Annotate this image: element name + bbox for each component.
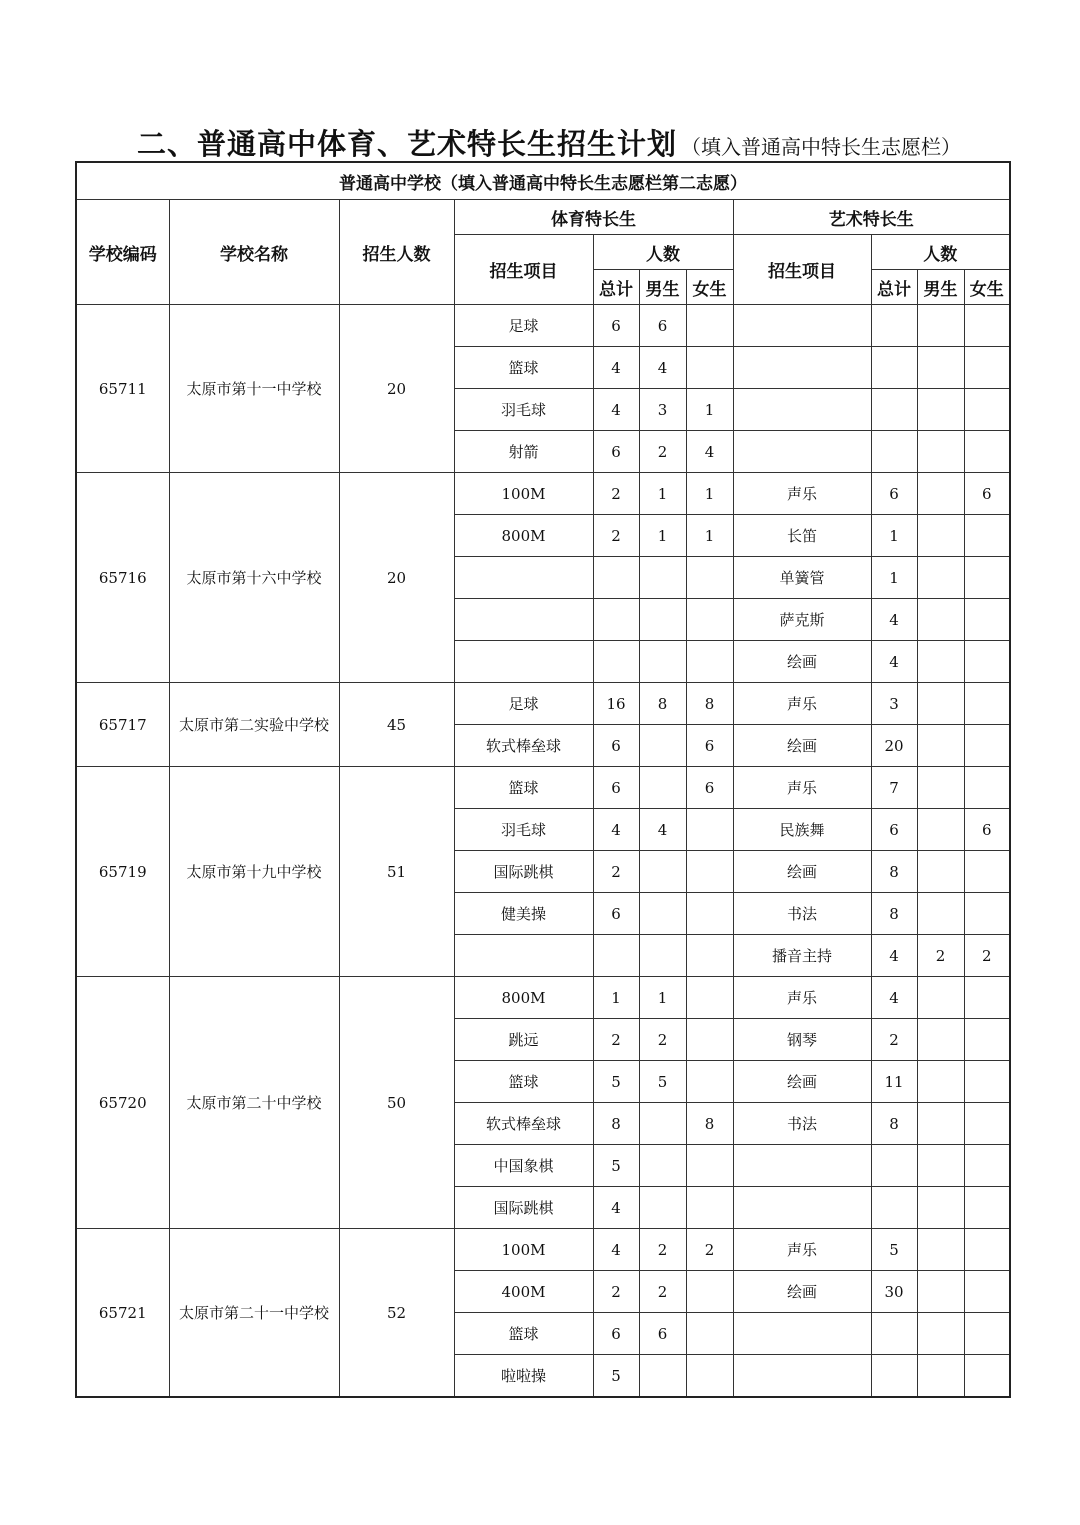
art-female	[964, 305, 1010, 347]
art-male	[917, 1229, 964, 1271]
sport-male: 6	[639, 1313, 686, 1355]
art-project	[733, 1355, 871, 1398]
art-female	[964, 767, 1010, 809]
sport-male: 6	[639, 305, 686, 347]
art-male	[917, 347, 964, 389]
school-code: 65720	[76, 977, 169, 1229]
title-main: 二、普通高中体育、艺术特长生招生计划	[137, 127, 678, 161]
sport-project	[454, 641, 593, 683]
art-total: 6	[871, 473, 917, 515]
header-arts-people: 人数	[871, 235, 1010, 270]
sport-female	[686, 599, 733, 641]
art-project: 绘画	[733, 641, 871, 683]
sport-project: 800M	[454, 977, 593, 1019]
art-project: 萨克斯	[733, 599, 871, 641]
page-title	[137, 122, 961, 163]
art-project	[733, 1145, 871, 1187]
sport-total: 4	[593, 1187, 639, 1229]
school-code: 65719	[76, 767, 169, 977]
school-count: 20	[339, 473, 454, 683]
header-school-name: 学校名称	[169, 200, 339, 305]
sport-female: 2	[686, 1229, 733, 1271]
art-female	[964, 683, 1010, 725]
art-female	[964, 1019, 1010, 1061]
sport-total: 6	[593, 431, 639, 473]
school-count: 50	[339, 977, 454, 1229]
school-code: 65717	[76, 683, 169, 767]
sport-female: 8	[686, 683, 733, 725]
sport-male: 2	[639, 1229, 686, 1271]
art-project: 书法	[733, 893, 871, 935]
sport-total: 8	[593, 1103, 639, 1145]
sport-male: 2	[639, 1019, 686, 1061]
art-male	[917, 305, 964, 347]
sport-female: 1	[686, 473, 733, 515]
sport-project: 足球	[454, 683, 593, 725]
sport-female: 6	[686, 725, 733, 767]
sport-total: 6	[593, 725, 639, 767]
art-male	[917, 1313, 964, 1355]
art-female	[964, 893, 1010, 935]
sport-total: 2	[593, 851, 639, 893]
sport-total	[593, 935, 639, 977]
sport-project: 中国象棋	[454, 1145, 593, 1187]
art-male	[917, 809, 964, 851]
sport-project: 软式棒垒球	[454, 725, 593, 767]
sport-project: 篮球	[454, 767, 593, 809]
sport-project: 100M	[454, 1229, 593, 1271]
art-male: 2	[917, 935, 964, 977]
art-project	[733, 389, 871, 431]
art-project: 声乐	[733, 767, 871, 809]
art-male	[917, 1019, 964, 1061]
art-total: 5	[871, 1229, 917, 1271]
sport-total	[593, 599, 639, 641]
school-count: 45	[339, 683, 454, 767]
art-total: 11	[871, 1061, 917, 1103]
school-count: 52	[339, 1229, 454, 1398]
sport-female	[686, 1271, 733, 1313]
sport-project: 啦啦操	[454, 1355, 593, 1398]
sport-female: 8	[686, 1103, 733, 1145]
sport-project: 篮球	[454, 1313, 593, 1355]
art-total: 30	[871, 1271, 917, 1313]
art-male	[917, 767, 964, 809]
art-project: 钢琴	[733, 1019, 871, 1061]
school-code: 65716	[76, 473, 169, 683]
school-code: 65711	[76, 305, 169, 473]
art-female	[964, 1187, 1010, 1229]
sport-female	[686, 1313, 733, 1355]
art-female	[964, 557, 1010, 599]
sport-total: 5	[593, 1061, 639, 1103]
sport-male	[639, 641, 686, 683]
art-female	[964, 1145, 1010, 1187]
sport-female	[686, 935, 733, 977]
sport-male: 4	[639, 347, 686, 389]
sport-female: 6	[686, 767, 733, 809]
art-project: 声乐	[733, 977, 871, 1019]
art-male	[917, 515, 964, 557]
table-row	[76, 1229, 1010, 1271]
sport-male	[639, 1355, 686, 1398]
art-female	[964, 515, 1010, 557]
header-enroll-count: 招生人数	[339, 200, 454, 305]
sport-project: 跳远	[454, 1019, 593, 1061]
table-row	[76, 305, 1010, 347]
sport-project: 羽毛球	[454, 389, 593, 431]
art-total	[871, 305, 917, 347]
sport-male: 5	[639, 1061, 686, 1103]
sport-total: 6	[593, 893, 639, 935]
art-total: 3	[871, 683, 917, 725]
art-female: 2	[964, 935, 1010, 977]
sport-total: 5	[593, 1145, 639, 1187]
header-arts-project: 招生项目	[733, 235, 871, 305]
title-note: （填入普通高中特长生志愿栏）	[681, 135, 962, 159]
sport-total: 4	[593, 389, 639, 431]
art-total: 8	[871, 851, 917, 893]
art-project	[733, 347, 871, 389]
art-male	[917, 851, 964, 893]
art-project: 播音主持	[733, 935, 871, 977]
sport-project: 国际跳棋	[454, 1187, 593, 1229]
sport-project: 国际跳棋	[454, 851, 593, 893]
art-total	[871, 1313, 917, 1355]
table-row	[76, 767, 1010, 809]
art-project: 书法	[733, 1103, 871, 1145]
sport-project	[454, 557, 593, 599]
sport-total: 2	[593, 1019, 639, 1061]
art-male	[917, 683, 964, 725]
art-project: 声乐	[733, 1229, 871, 1271]
sport-male	[639, 1103, 686, 1145]
art-male	[917, 641, 964, 683]
header-arts-female: 女生	[964, 270, 1010, 305]
sport-project: 羽毛球	[454, 809, 593, 851]
art-female	[964, 1229, 1010, 1271]
sport-total: 6	[593, 305, 639, 347]
sport-female: 4	[686, 431, 733, 473]
header-sports-female: 女生	[686, 270, 733, 305]
art-male	[917, 1145, 964, 1187]
art-female	[964, 977, 1010, 1019]
sport-project: 400M	[454, 1271, 593, 1313]
sport-female: 1	[686, 515, 733, 557]
sport-male	[639, 1187, 686, 1229]
sport-male: 4	[639, 809, 686, 851]
art-female	[964, 851, 1010, 893]
school-name: 太原市第十一中学校	[169, 305, 339, 473]
art-male	[917, 725, 964, 767]
header-school-code: 学校编码	[76, 200, 169, 305]
header-sports-group: 体育特长生	[454, 200, 733, 235]
art-male	[917, 893, 964, 935]
school-name: 太原市第二十一中学校	[169, 1229, 339, 1398]
art-total: 4	[871, 599, 917, 641]
sport-total	[593, 557, 639, 599]
sport-project	[454, 935, 593, 977]
sport-total: 2	[593, 1271, 639, 1313]
sport-male: 3	[639, 389, 686, 431]
school-code: 65721	[76, 1229, 169, 1398]
enrollment-plan-table	[75, 161, 1011, 1398]
art-total: 8	[871, 893, 917, 935]
sport-project: 100M	[454, 473, 593, 515]
sport-male	[639, 557, 686, 599]
sport-project: 足球	[454, 305, 593, 347]
sport-male: 1	[639, 977, 686, 1019]
sport-female	[686, 305, 733, 347]
art-project: 绘画	[733, 1271, 871, 1313]
sport-total: 6	[593, 767, 639, 809]
art-total	[871, 431, 917, 473]
art-project: 绘画	[733, 725, 871, 767]
art-total: 4	[871, 977, 917, 1019]
sport-total: 2	[593, 515, 639, 557]
art-total	[871, 1145, 917, 1187]
table-row	[76, 977, 1010, 1019]
table-row	[76, 473, 1010, 515]
art-female	[964, 1061, 1010, 1103]
sport-female	[686, 809, 733, 851]
art-female: 6	[964, 473, 1010, 515]
art-female	[964, 347, 1010, 389]
sport-female	[686, 1355, 733, 1398]
sport-project: 软式棒垒球	[454, 1103, 593, 1145]
sport-total: 2	[593, 473, 639, 515]
header-sports-total: 总计	[593, 270, 639, 305]
sport-female	[686, 851, 733, 893]
header-arts-group: 艺术特长生	[733, 200, 1010, 235]
sport-female: 1	[686, 389, 733, 431]
school-name: 太原市第十六中学校	[169, 473, 339, 683]
art-project: 绘画	[733, 1061, 871, 1103]
art-female	[964, 1313, 1010, 1355]
art-male	[917, 473, 964, 515]
art-total: 4	[871, 935, 917, 977]
art-project: 绘画	[733, 851, 871, 893]
school-count: 51	[339, 767, 454, 977]
sport-total: 1	[593, 977, 639, 1019]
sport-female	[686, 347, 733, 389]
art-project: 声乐	[733, 683, 871, 725]
school-name: 太原市第二十中学校	[169, 977, 339, 1229]
art-male	[917, 977, 964, 1019]
art-female	[964, 431, 1010, 473]
art-total	[871, 389, 917, 431]
art-male	[917, 1103, 964, 1145]
art-female	[964, 725, 1010, 767]
sport-male	[639, 1145, 686, 1187]
header-arts-total: 总计	[871, 270, 917, 305]
sport-male	[639, 851, 686, 893]
art-female	[964, 1103, 1010, 1145]
art-male	[917, 1271, 964, 1313]
school-name: 太原市第十九中学校	[169, 767, 339, 977]
art-total: 8	[871, 1103, 917, 1145]
header-sports-project: 招生项目	[454, 235, 593, 305]
sport-male: 2	[639, 1271, 686, 1313]
art-total	[871, 1355, 917, 1398]
sport-female	[686, 1061, 733, 1103]
art-total: 20	[871, 725, 917, 767]
sport-project: 射箭	[454, 431, 593, 473]
sport-male	[639, 599, 686, 641]
header-arts-male: 男生	[917, 270, 964, 305]
art-female: 6	[964, 809, 1010, 851]
sport-total: 4	[593, 809, 639, 851]
sport-project: 健美操	[454, 893, 593, 935]
table-banner: 普通高中学校（填入普通高中特长生志愿栏第二志愿）	[76, 162, 1010, 200]
art-total	[871, 1187, 917, 1229]
art-total: 6	[871, 809, 917, 851]
sport-project: 篮球	[454, 1061, 593, 1103]
header-sports-people: 人数	[593, 235, 733, 270]
art-male	[917, 389, 964, 431]
sport-male: 8	[639, 683, 686, 725]
sport-project: 篮球	[454, 347, 593, 389]
art-project	[733, 305, 871, 347]
art-total: 1	[871, 515, 917, 557]
art-total: 1	[871, 557, 917, 599]
art-male	[917, 557, 964, 599]
art-male	[917, 1061, 964, 1103]
sport-project	[454, 599, 593, 641]
sport-female	[686, 977, 733, 1019]
sport-female	[686, 641, 733, 683]
art-total: 4	[871, 641, 917, 683]
sport-male: 2	[639, 431, 686, 473]
art-project	[733, 1313, 871, 1355]
sport-male	[639, 935, 686, 977]
art-female	[964, 1271, 1010, 1313]
sport-project: 800M	[454, 515, 593, 557]
art-female	[964, 641, 1010, 683]
art-male	[917, 1187, 964, 1229]
art-male	[917, 599, 964, 641]
sport-total: 5	[593, 1355, 639, 1398]
art-total	[871, 347, 917, 389]
header-sports-male: 男生	[639, 270, 686, 305]
art-project: 长笛	[733, 515, 871, 557]
art-project: 声乐	[733, 473, 871, 515]
art-male	[917, 431, 964, 473]
sport-total: 4	[593, 347, 639, 389]
art-female	[964, 1355, 1010, 1398]
sport-male	[639, 725, 686, 767]
art-project: 民族舞	[733, 809, 871, 851]
art-total: 2	[871, 1019, 917, 1061]
sport-male: 1	[639, 515, 686, 557]
sport-female	[686, 893, 733, 935]
sport-female	[686, 1019, 733, 1061]
sport-female	[686, 1187, 733, 1229]
sport-male	[639, 893, 686, 935]
art-project: 单簧管	[733, 557, 871, 599]
art-project	[733, 1187, 871, 1229]
sport-female	[686, 557, 733, 599]
art-project	[733, 431, 871, 473]
sport-total: 4	[593, 1229, 639, 1271]
art-total: 7	[871, 767, 917, 809]
sport-male	[639, 767, 686, 809]
school-name: 太原市第二实验中学校	[169, 683, 339, 767]
sport-male: 1	[639, 473, 686, 515]
art-female	[964, 599, 1010, 641]
school-count: 20	[339, 305, 454, 473]
sport-female	[686, 1145, 733, 1187]
art-male	[917, 1355, 964, 1398]
sport-total: 16	[593, 683, 639, 725]
sport-total: 6	[593, 1313, 639, 1355]
art-female	[964, 389, 1010, 431]
sport-total	[593, 641, 639, 683]
table-row	[76, 683, 1010, 725]
